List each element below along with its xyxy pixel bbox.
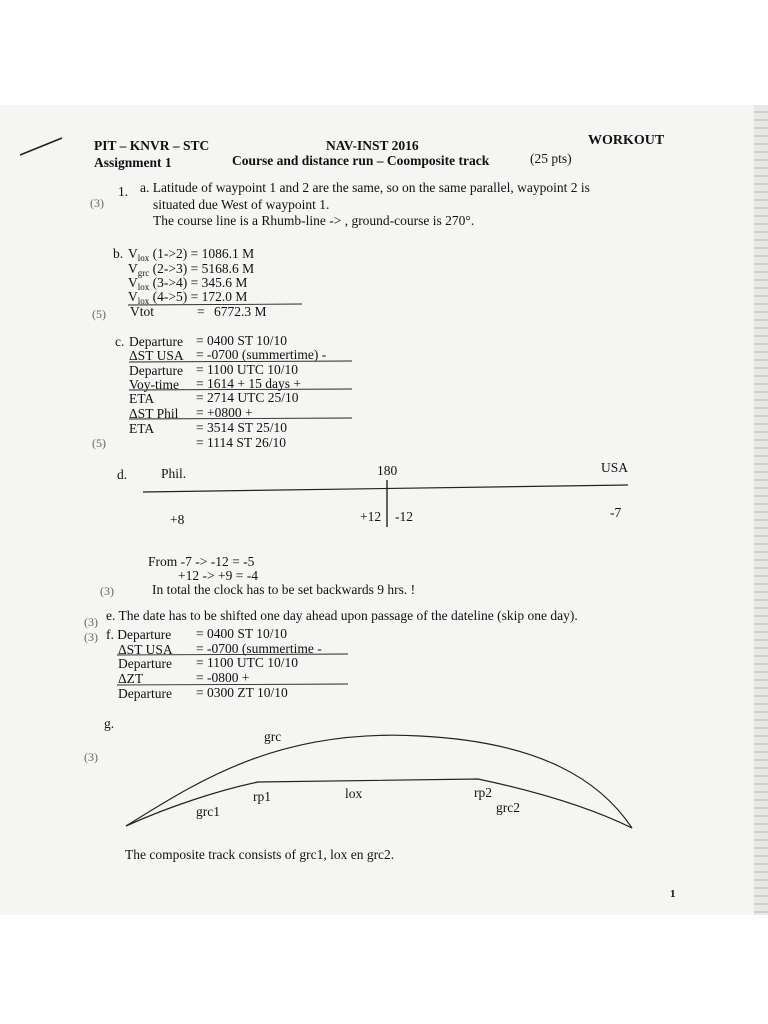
page-number: 1: [670, 888, 676, 900]
g-label: g.: [104, 716, 115, 731]
f-row-key: ΔST USA: [118, 642, 173, 657]
f-row-value: = 0400 ST 10/10: [196, 626, 287, 641]
f-row-key: f. Departure: [106, 627, 172, 642]
g-rp1-label: rp1: [253, 789, 271, 804]
workout-label: WORKOUT: [588, 133, 665, 148]
pen-tick-mark: [20, 138, 62, 155]
g-lox-label: lox: [345, 786, 363, 801]
assignment-label: Assignment 1: [94, 155, 172, 170]
d-marks: (3): [100, 584, 114, 598]
d-from-line1: From -7 -> -12 = -5: [148, 554, 255, 569]
c-row-value: = 1100 UTC 10/10: [196, 362, 298, 377]
q1-a-line3: The course line is a Rhumb-line -> , ground-course is 270°.: [153, 213, 475, 228]
c-row-key: Departure: [129, 334, 183, 349]
b-marks: (5): [92, 307, 106, 321]
b-row-4: $V_{lox}$ (4->5) = 172.0 M: [128, 289, 248, 306]
c-marks: (5): [92, 436, 106, 450]
c-row-value: = 2714 UTC 25/10: [196, 390, 299, 405]
f-row-value: = -0800 +: [196, 670, 250, 685]
d-usa-label: USA: [601, 460, 629, 475]
b-total-label: Vtot: [130, 304, 155, 319]
g-rp2-label: rp2: [474, 785, 492, 800]
b-row-1: $V_{lox}$ (1->2) = 1086.1 M: [128, 246, 255, 263]
e-text: e. The date has to be shifted one day ahead upon passage of the dateline (skip one day).: [106, 608, 578, 623]
c-row-key: ΔST Phil: [129, 406, 179, 421]
f-row-value: = 1100 UTC 10/10: [196, 655, 298, 670]
d-phil-label: Phil.: [161, 466, 187, 481]
d-minus12: -12: [395, 509, 413, 524]
dateline-axis: [143, 485, 628, 492]
d-label: d.: [117, 467, 128, 482]
c-row-key: Departure: [129, 363, 183, 378]
c-row-value: = 0400 ST 10/10: [196, 333, 287, 348]
b-row-3: $V_{lox}$ (3->4) = 345.6 M: [128, 275, 248, 292]
b-label: b.: [113, 246, 124, 261]
d-plus8: +8: [170, 512, 185, 527]
g-grc2-label: grc2: [496, 800, 520, 815]
f-row-key: Departure: [118, 656, 172, 671]
q1-a-line2: situated due West of waypoint 1.: [153, 197, 330, 212]
f-row-value: = 0300 ZT 10/10: [196, 685, 288, 700]
c-row-key: ETA: [129, 391, 155, 406]
b-total-eq: =: [197, 304, 205, 319]
c-row-value: = 1114 ST 26/10: [196, 435, 286, 450]
d-minus7: -7: [610, 505, 622, 520]
c-label: c.: [115, 334, 125, 349]
q1-a-line1: a. Latitude of waypoint 1 and 2 are the same, so on the same parallel, waypoint 2 is: [140, 180, 590, 195]
d-180-label: 180: [377, 463, 398, 478]
g-conclusion: The composite track consists of grc1, lox en grc2.: [125, 847, 395, 862]
c-row-key: ETA: [129, 421, 155, 436]
c-row-value: = -0700 (summertime) -: [196, 347, 327, 362]
assignment-title: Course and distance run – Coomposite track: [232, 153, 490, 168]
g-grc1-label: grc1: [196, 804, 220, 819]
c-row-key: Voy-time: [129, 377, 179, 392]
b-total-value: 6772.3 M: [214, 304, 267, 319]
c-row-key: ΔST USA: [129, 348, 184, 363]
f-row-value: = -0700 (summertime -: [196, 641, 322, 656]
c-row-value: = 3514 ST 25/10: [196, 420, 287, 435]
d-plus12: +12: [360, 509, 382, 524]
f-row-key: Departure: [118, 686, 172, 701]
d-from-line2: +12 -> +9 = -4: [178, 568, 258, 583]
q1-marks: (3): [90, 196, 104, 210]
f-row-key: ΔZT: [118, 671, 144, 686]
c-row-value: = 1614 + 15 days +: [196, 376, 301, 391]
g-marks: (3): [84, 750, 98, 764]
c-row-value: = +0800 +: [196, 405, 253, 420]
g-grc-label: grc: [264, 729, 282, 744]
d-total: In total the clock has to be set backwards 9 hrs. !: [152, 582, 416, 597]
course-code: PIT – KNVR – STC: [94, 138, 210, 153]
e-marks: (3): [84, 615, 98, 629]
q1-number: 1.: [118, 184, 129, 199]
f-marks: (3): [84, 630, 98, 644]
course-title: NAV-INST 2016: [326, 138, 419, 153]
b-row-2: $V_{grc}$ (2->3) = 5168.6 M: [128, 261, 255, 278]
points-total: (25 pts): [530, 151, 572, 166]
